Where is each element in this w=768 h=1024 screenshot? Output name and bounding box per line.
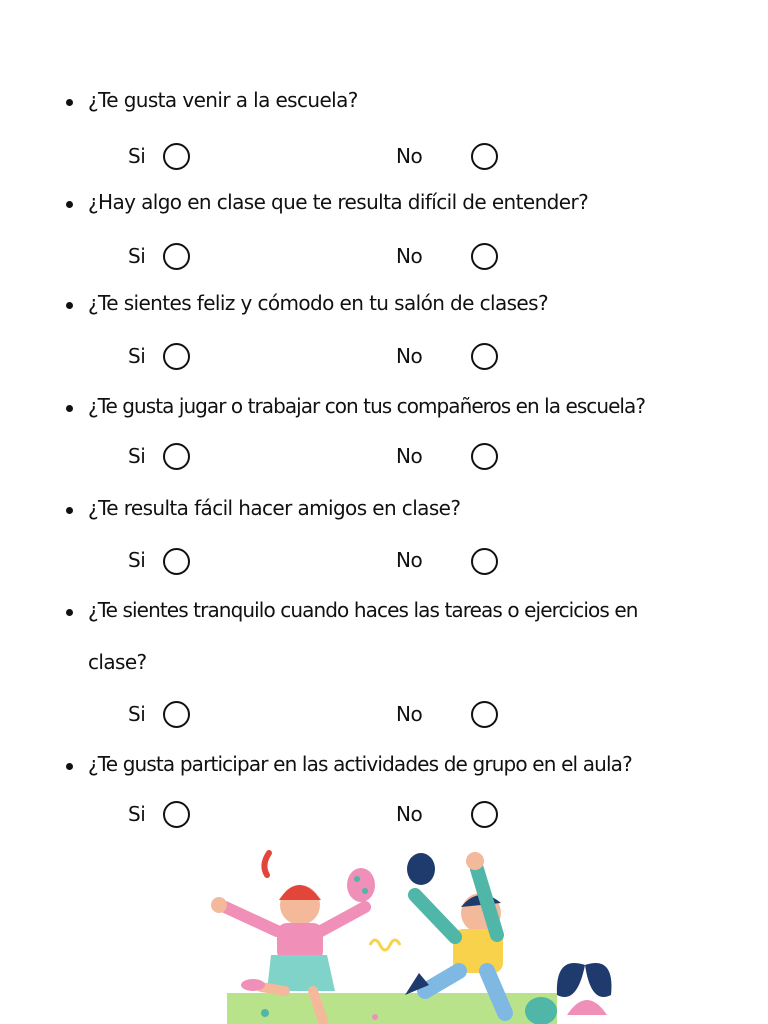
yes-radio-q4[interactable] [163, 443, 190, 470]
bullet-icon [66, 609, 73, 616]
question-4-text: ¿Te gusta jugar o trabajar con tus compañeros en la escuela? [88, 394, 646, 418]
yes-label-q4: Si [128, 444, 146, 468]
yes-radio-q6[interactable] [163, 701, 190, 728]
yes-radio-q5[interactable] [163, 548, 190, 575]
question-7-text: ¿Te gusta participar en las actividades de grupo en el aula? [88, 752, 632, 776]
bullet-icon [66, 507, 73, 514]
yes-label-q5: Si [128, 548, 146, 572]
question-3-text: ¿Te sientes feliz y cómodo en tu salón de clases? [88, 291, 548, 315]
bullet-icon [66, 99, 73, 106]
no-label-q6: No [396, 702, 423, 726]
no-radio-q5[interactable] [471, 548, 498, 575]
question-5-text: ¿Te resulta fácil hacer amigos en clase? [88, 496, 461, 520]
bullet-icon [66, 201, 73, 208]
question-2-text: ¿Hay algo en clase que te resulta difícil de entender? [88, 190, 589, 214]
no-label-q2: No [396, 244, 423, 268]
yes-label-q6: Si [128, 702, 146, 726]
no-radio-q2[interactable] [471, 243, 498, 270]
plant-leaf [557, 963, 585, 997]
question-6-text-continued: clase? [88, 650, 147, 674]
no-radio-q4[interactable] [471, 443, 498, 470]
easter-egg [525, 997, 557, 1024]
boy-figure [405, 852, 505, 1013]
yes-label-q7: Si [128, 802, 146, 826]
no-radio-q6[interactable] [471, 701, 498, 728]
no-radio-q3[interactable] [471, 343, 498, 370]
bullet-icon [66, 302, 73, 309]
yes-label-q2: Si [128, 244, 146, 268]
yes-radio-q7[interactable] [163, 801, 190, 828]
easter-egg [347, 868, 375, 902]
question-1-text: ¿Te gusta venir a la escuela? [88, 88, 358, 112]
children-playing-illustration [205, 845, 625, 1024]
plant-leaf [585, 963, 611, 997]
no-label-q1: No [396, 144, 423, 168]
yes-radio-q2[interactable] [163, 243, 190, 270]
yes-radio-q3[interactable] [163, 343, 190, 370]
no-label-q3: No [396, 344, 423, 368]
no-radio-q1[interactable] [471, 143, 498, 170]
no-label-q5: No [396, 548, 423, 572]
no-radio-q7[interactable] [471, 801, 498, 828]
yes-label-q3: Si [128, 344, 146, 368]
yes-label-q1: Si [128, 144, 146, 168]
bullet-icon [66, 405, 73, 412]
yes-radio-q1[interactable] [163, 143, 190, 170]
no-label-q4: No [396, 444, 423, 468]
bullet-icon [66, 763, 73, 770]
no-label-q7: No [396, 802, 423, 826]
question-6-text: ¿Te sientes tranquilo cuando haces las tareas o ejercicios en [88, 598, 638, 622]
